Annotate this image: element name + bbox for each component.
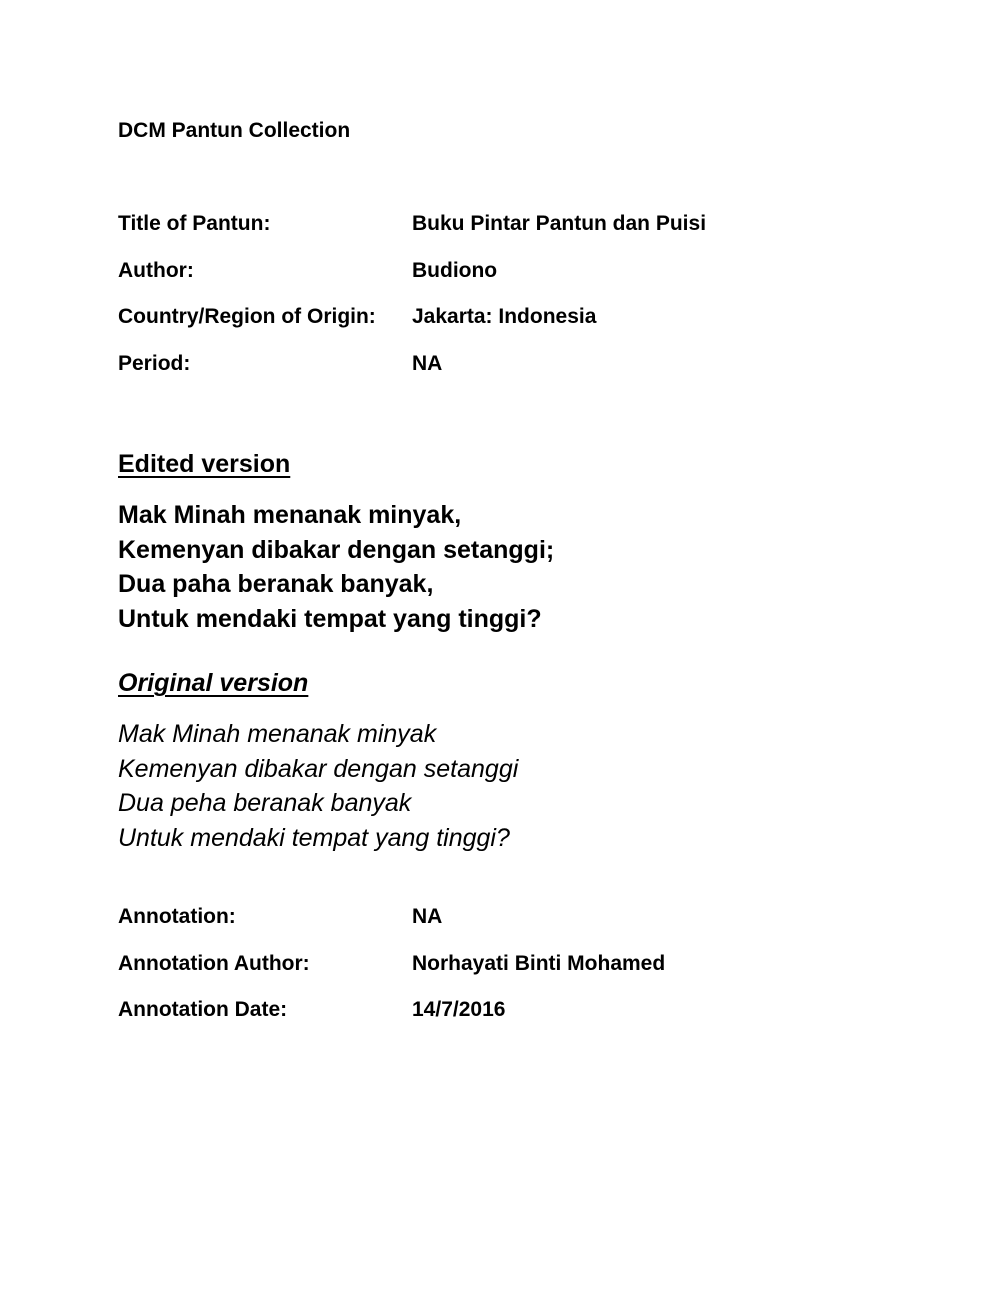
metadata-row-origin	[118, 304, 878, 351]
metadata-row-author	[118, 258, 878, 305]
verse-line: Untuk mendaki tempat yang tinggi?	[118, 604, 542, 633]
verse-line: Kemenyan dibakar dengan setanggi	[118, 754, 519, 783]
annotation-date-label: Annotation Date:	[118, 998, 288, 1021]
title-label: Title of Pantun:	[118, 212, 271, 235]
verse-line: Mak Minah menanak minyak	[118, 720, 437, 748]
annotation-label: Annotation:	[118, 905, 236, 928]
verse-line: Untuk mendaki tempat yang tinggi?	[118, 823, 510, 852]
author-value: Budiono	[412, 258, 498, 282]
edited-version-heading: Edited version	[118, 450, 291, 478]
original-version-heading: Original version	[118, 669, 309, 697]
verse-line: Dua paha beranak banyak,	[118, 570, 434, 598]
origin-label: Country/Region of Origin:	[118, 305, 376, 328]
verse-line: Dua peha beranak banyak	[118, 789, 412, 817]
metadata-row-annotation	[118, 904, 878, 951]
verse-line: Kemenyan dibakar dengan setanggi;	[118, 535, 555, 564]
author-label: Author:	[118, 258, 194, 282]
annotation-author-value: Norhayati Binti Mohamed	[412, 951, 666, 975]
metadata-row-annotation-date	[118, 997, 878, 1044]
metadata-row-period	[118, 351, 878, 398]
annotation-date-value: 14/7/2016	[412, 998, 506, 1021]
edited-verse	[118, 498, 554, 636]
verse-line: Mak Minah menanak minyak,	[118, 501, 462, 529]
collection-title: DCM Pantun Collection	[118, 119, 351, 142]
pantun-metadata	[118, 211, 878, 397]
annotation-metadata	[118, 904, 878, 1044]
title-value: Buku Pintar Pantun dan Puisi	[412, 212, 707, 235]
metadata-row-title	[118, 211, 878, 258]
origin-value: Jakarta: Indonesia	[412, 305, 597, 328]
annotation-value: NA	[412, 905, 443, 928]
metadata-row-annotation-author	[118, 951, 878, 998]
period-label: Period:	[118, 351, 191, 375]
annotation-author-label: Annotation Author:	[118, 951, 310, 975]
period-value: NA	[412, 351, 443, 375]
original-verse	[118, 717, 518, 855]
